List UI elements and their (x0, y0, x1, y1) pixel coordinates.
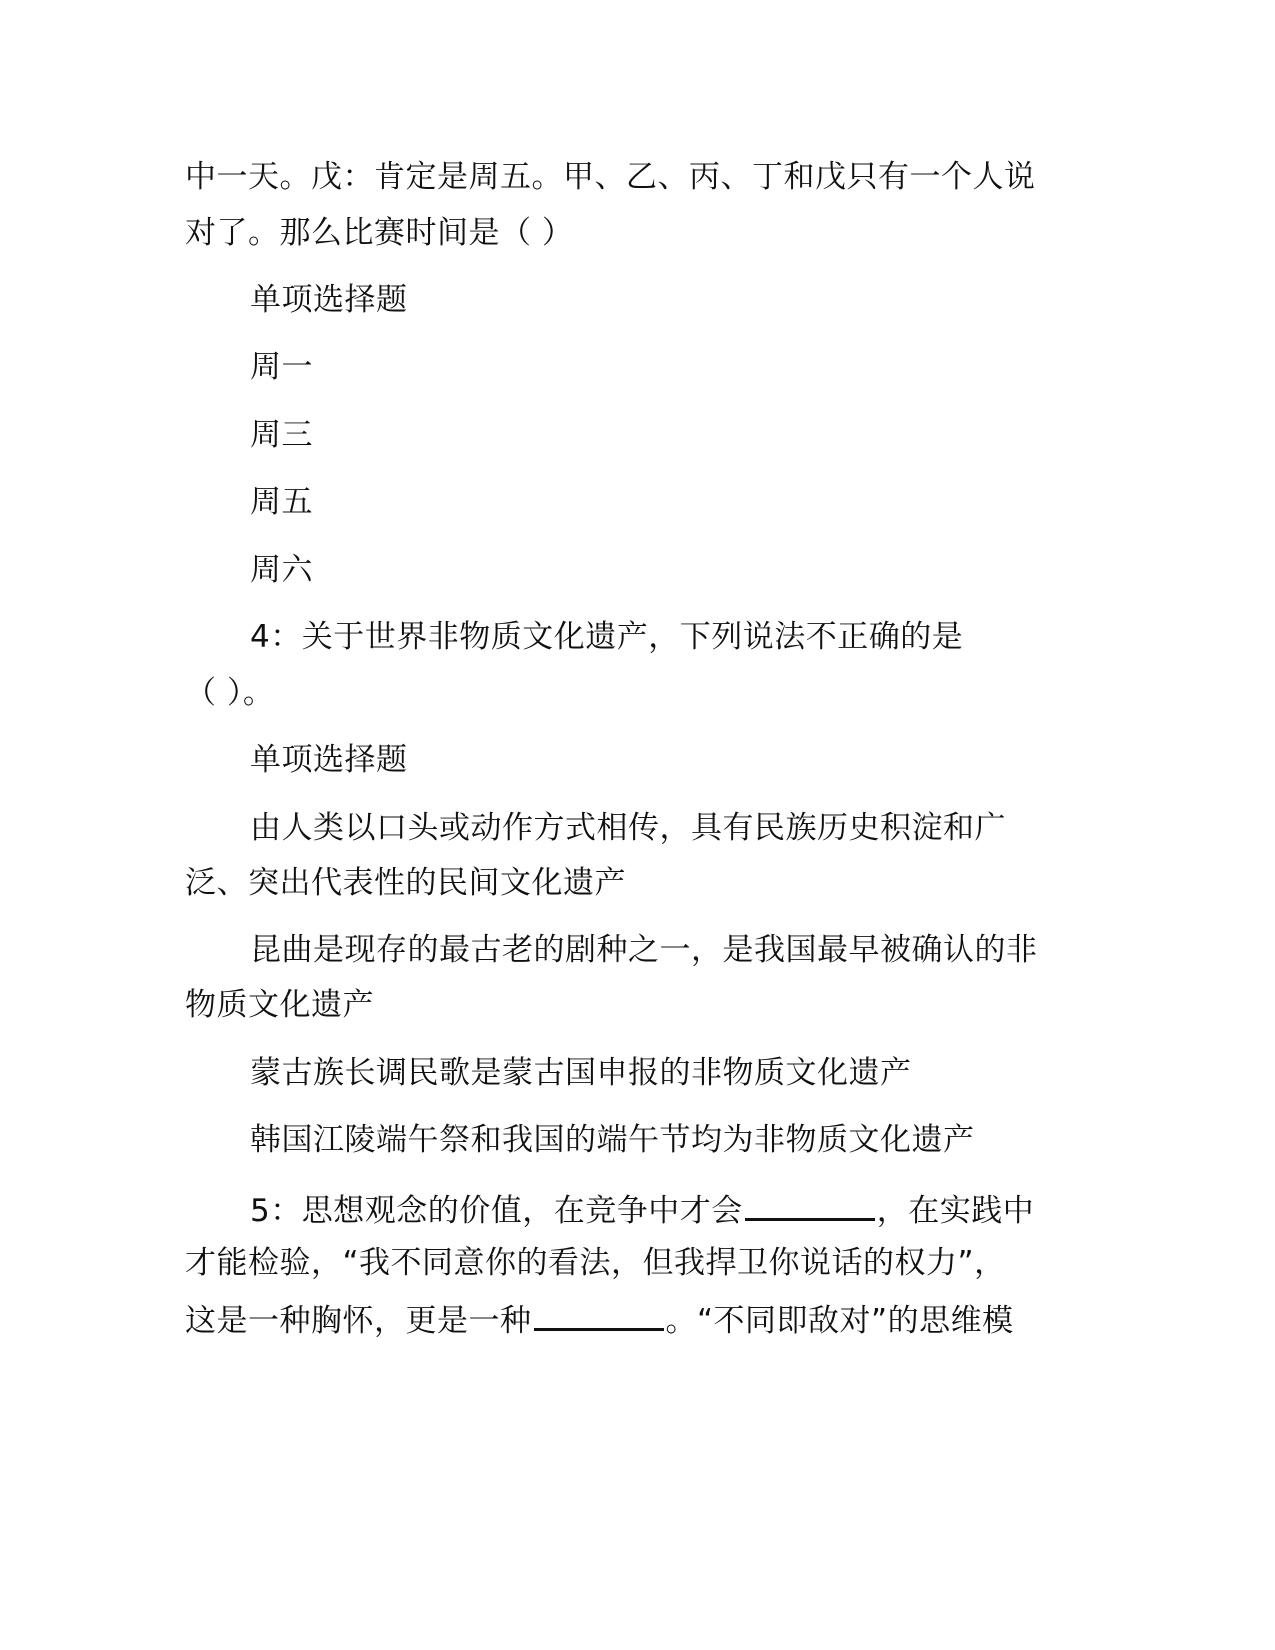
answer-blank-2 (534, 1298, 664, 1331)
question-4-stem-line-1: 4：关于世界非物质文化遗产，下列说法不正确的是 (250, 619, 964, 655)
question-4-option-b-line-1: 昆曲是现存的最古老的剧种之一，是我国最早被确认的非 (250, 932, 1038, 968)
question-5-stem-line-3 (185, 1298, 1014, 1341)
question-3-type: 单项选择题 (250, 282, 408, 318)
question-3-stem-line-1: 中一天。戊：肯定是周五。甲、乙、丙、丁和戊只有一个人说 (185, 159, 1036, 195)
question-5-line-3-text-a: 这是一种胸怀，更是一种 (185, 1303, 532, 1339)
answer-blank-1 (745, 1188, 875, 1221)
question-5-stem-line-2: 才能检验，“我不同意你的看法，但我捍卫你说话的权力”， (185, 1245, 1006, 1281)
question-4-option-c: 蒙古族长调民歌是蒙古国申报的非物质文化遗产 (250, 1055, 912, 1091)
question-5-stem-line-1 (250, 1188, 1034, 1231)
question-3-option-d: 周六 (250, 552, 313, 588)
question-3-option-a: 周一 (250, 349, 313, 385)
question-4-option-d: 韩国江陵端午祭和我国的端午节均为非物质文化遗产 (250, 1122, 975, 1158)
question-4-option-a-line-2: 泛、突出代表性的民间文化遗产 (185, 865, 626, 901)
question-5-line-1-text-b: ，在实践中 (876, 1193, 1035, 1229)
question-5-line-3-text-b: 。“不同即敌对”的思维模 (665, 1303, 1014, 1339)
question-4-stem-line-2: （ ）。 (185, 675, 275, 711)
question-3-option-c: 周五 (250, 484, 313, 520)
question-3-option-b: 周三 (250, 417, 313, 453)
question-4-option-b-line-2: 物质文化遗产 (185, 987, 374, 1023)
question-4-option-a-line-1: 由人类以口头或动作方式相传，具有民族历史积淀和广 (250, 810, 1006, 846)
question-4-type: 单项选择题 (250, 742, 408, 778)
question-5-line-1-text-a: 5：思想观念的价值，在竞争中才会 (250, 1193, 743, 1229)
question-3-stem-line-2: 对了。那么比赛时间是（ ） (185, 215, 574, 251)
